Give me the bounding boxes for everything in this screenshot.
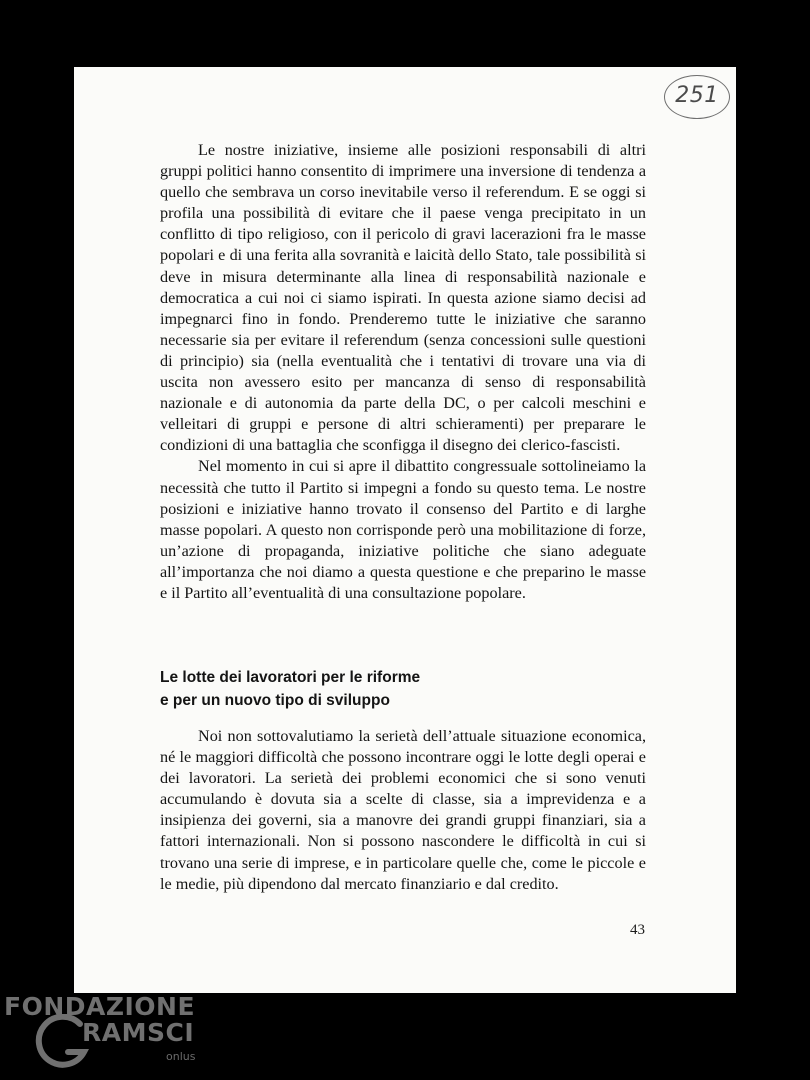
watermark-onlus: onlus [166, 1050, 196, 1063]
section-heading-line-2: e per un nuovo tipo di sviluppo [160, 692, 390, 709]
body-text-bottom [160, 726, 646, 895]
body-text-top [160, 140, 646, 604]
paragraph: Nel momento in cui si apre il dibattito congressuale sottolineiamo la necessità che tutto il Partito si impegni a fondo su questo tema. Le nostre posizioni e iniziative hanno trovato il consenso del Partito e di larghe masse popolari. A questo non corrisponde però una mobilitazione di forze, un’azione di propaganda, iniziative politiche che siano adeguate all’importanza che noi diamo a questa questione e che preparino le masse e il Partito all’eventualità di una consultazione popolare. [160, 457, 646, 602]
section-heading [160, 666, 646, 712]
paragraph: Le nostre iniziative, insieme alle posizioni responsabili di altri gruppi politici hanno consentito di imprimere una inversione di tendenza a quello che sembrava un corso inevitabile verso il referendum. E se oggi si profila una possibilità di evitare che il paese venga precipitato in un conflitto di tipo religioso, con il pericolo di gravi lacerazioni fra le masse popolari e di una ferita alla sovranità e laicità dello Stato, tale possibilità si deve in misura determinante alla linea di responsabilità nazionale e democratica a cui noi ci siamo ispirati. In questa azione siamo decisi ad impegnarci fino in fondo. Prenderemo tutte le iniziative che saranno necessarie sia per evitare il referendum (senza concessioni sulle questioni di principio) sia (nella eventualità che i tentativi di trovare una via di uscita non avessero esito per mancanza di senso di responsabilità nazionale e di autonomia da parte della DC, o per calcoli meschini e velleitari di gruppi e persone di altri schieramenti) per preparare le condizioni di una battaglia che sconfigga il disegno dei clerico-fascisti. [160, 141, 646, 455]
document-page [74, 67, 736, 993]
fondazione-gramsci-watermark [4, 992, 224, 1076]
page-number: 43 [630, 922, 645, 938]
watermark-line-1: FONDAZIONE [4, 992, 196, 1021]
section-heading-line-1: Le lotte dei lavoratori per le riforme [160, 669, 421, 686]
paragraph: Noi non sottovalutiamo la serietà dell’attuale situazione economica, né le maggiori difficoltà che possono incontrare oggi le lotte degli operai e dei lavoratori. La serietà dei problemi economici che si sono venuti accumulando è dovuta sia a scelte di classe, sia a imprevidenza e a insipienza dei governi, sia a manovre dei grandi gruppi finanziari, sia a fattori internazionali. Non si possono nascondere le difficoltà in cui si trovano una serie di imprese, e in particolare quelle che, come le piccole e le medie, più dipendono dal mercato finanziario e dal credito. [160, 727, 646, 893]
watermark-line-2: RAMSCI [82, 1018, 195, 1047]
archive-stamp: 251 [664, 75, 730, 119]
